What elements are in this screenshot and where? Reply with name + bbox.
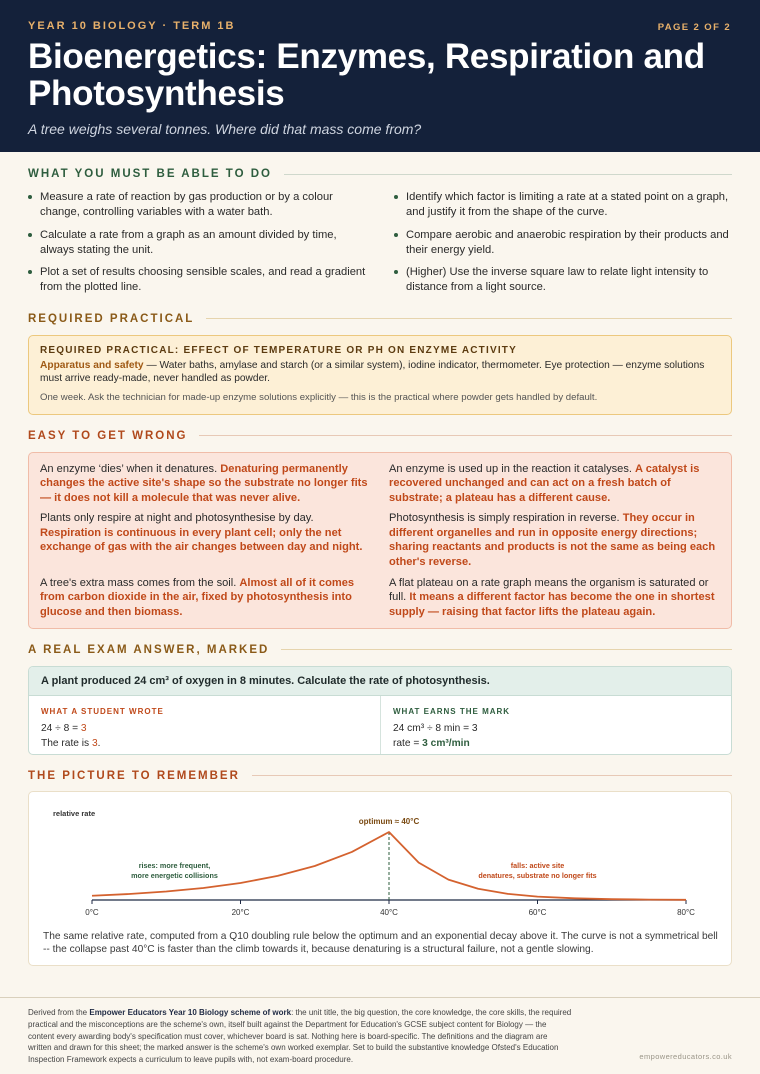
x-tick-label: 60°C	[528, 907, 547, 917]
x-tick-label: 20°C	[231, 907, 250, 917]
misconception-item: An enzyme ‘dies’ when it denatures. Denaturing permanently changes the active site's shape so the substrate no longer fits — it does not kill a molecule that was never alive.	[40, 462, 368, 504]
page-footer	[0, 997, 760, 1074]
misconception-item: An enzyme is used up in the reaction it catalyses. A catalyst is recovered unchanged and can act on a fresh batch of substrate; a plateau has a different cause.	[389, 462, 700, 504]
misconception-item: A tree's extra mass comes from the soil. Almost all of it comes from carbon dioxide in the air, fixed by photosynthesis into glucose and then biomass.	[40, 576, 355, 618]
practical-title: REQUIRED PRACTICAL: EFFECT OF TEMPERATURE OR PH ON ENZYME ACTIVITY	[40, 344, 517, 356]
unit-kicker: YEAR 10 BIOLOGY · TERM 1B	[28, 20, 236, 32]
source-note: Derived from the Empower Educators Year 10 Biology scheme of work: the unit title, the big question, the core knowledge, the core skills, the required practical and the misconceptions are the scheme's own, itself built against the Department for Education's GCSE subject content for Biology — the content every awarding body's specification must cover, whichever board is sat. Nothing here is board-specific. The definitions and the diagram are written and drawn for this sheet; the marked answer is the scheme's own worked exemplar. Set to build the substantive knowledge Ofsted's Education Inspection Framework expects a curriculum to leave pupils with, not exam-board procedure.	[28, 1008, 572, 1065]
practical-heading: REQUIRED PRACTICAL	[28, 313, 732, 325]
outcome-item: (Higher) Use the inverse square law to relate light intensity to distance from a light source.	[394, 265, 732, 295]
misconception-item: A flat plateau on a rate graph means the organism is saturated or full. It means a different factor has become the one in shortest supply — raising that factor lifts the plateau again.	[389, 576, 715, 618]
fall-label: denatures, substrate no longer fits	[478, 870, 597, 880]
outcome-item: Calculate a rate from a graph as an amount divided by time, always stating the unit.	[28, 228, 366, 258]
misconception-item: Plants only respire at night and photosynthesise by day. Respiration is continuous in every plant cell; only the net exchange of gas with the air changes between day and night.	[40, 512, 363, 554]
student-answer: WHAT A STUDENT WROTE 24 ÷ 8 = 3 The rate is 3.	[41, 706, 164, 749]
page-title: Bioenergetics: Enzymes, Respiration and Photosynthesis	[28, 37, 705, 113]
exam-question: A plant produced 24 cm³ of oxygen in 8 minutes. Calculate the rate of photosynthesis.	[29, 667, 731, 696]
rate-chart-card	[28, 791, 732, 966]
misconception-item: Photosynthesis is simply respiration in reverse. They occur in different organelles and run in opposite energy directions; sharing reactants and products is not the same as being each other's reverse.	[389, 512, 716, 569]
page-header	[0, 0, 760, 152]
outcomes-list	[28, 190, 732, 303]
misconceptions-heading: EASY TO GET WRONG	[28, 430, 732, 442]
picture-heading: THE PICTURE TO REMEMBER	[28, 770, 732, 782]
optimum-label: optimum ≈ 40°C	[358, 816, 420, 826]
rate-temperature-chart	[29, 792, 731, 927]
chart-caption: The same relative rate, computed from a Q10 doubling rule below the optimum and an exponential decay above it. The curve is not a symmetrical bell -- the collapse past 40°C is faster than the climb towards it, because denaturing is a structural failure, not a gentle slowing.	[43, 930, 718, 955]
rise-label: rises: more frequent,	[138, 860, 211, 870]
outcome-item: Plot a set of results choosing sensible scales, and read a gradient from the plotted line.	[28, 265, 366, 295]
page-number: PAGE 2 OF 2	[657, 22, 731, 33]
marked-answer: WHAT EARNS THE MARK 24 cm³ ÷ 8 min = 3 rate = 3 cm³/min	[380, 696, 731, 755]
site-url: empowereducators.co.uk	[639, 1052, 732, 1061]
outcome-item: Identify which factor is limiting a rate at a stated point on a graph, and justify it from the shape of the curve.	[394, 190, 732, 220]
outcome-item: Compare aerobic and anaerobic respiration by their products and their energy yield.	[394, 228, 732, 258]
y-axis-label: relative rate	[53, 808, 96, 818]
x-tick-label: 80°C	[677, 907, 695, 917]
practical-body: Apparatus and safety — Water baths, amylase and starch (or a similar system), iodine indicator, thermometer. Eye protection — enzyme solutions must arrive ready-made, never handled as powder.	[40, 359, 705, 384]
x-tick-label: 0°C	[85, 907, 99, 917]
rise-label: more energetic collisions	[131, 870, 218, 880]
fall-label: falls: active site	[510, 860, 565, 870]
exam-heading: A REAL EXAM ANSWER, MARKED	[28, 644, 732, 656]
practical-box	[28, 335, 732, 415]
outcome-item: Measure a rate of reaction by gas production or by a colour change, controlling variables with a water bath.	[28, 190, 366, 220]
x-tick-label: 40°C	[380, 907, 398, 917]
misconceptions-box	[28, 452, 732, 629]
outcomes-heading: WHAT YOU MUST BE ABLE TO DO	[28, 168, 732, 180]
practical-note: One week. Ask the technician for made-up enzyme solutions explicitly — this is the practical where powder gets handled by default.	[40, 391, 598, 403]
exam-box	[28, 666, 732, 755]
big-question: A tree weighs several tonnes. Where did that mass come from?	[28, 121, 422, 137]
